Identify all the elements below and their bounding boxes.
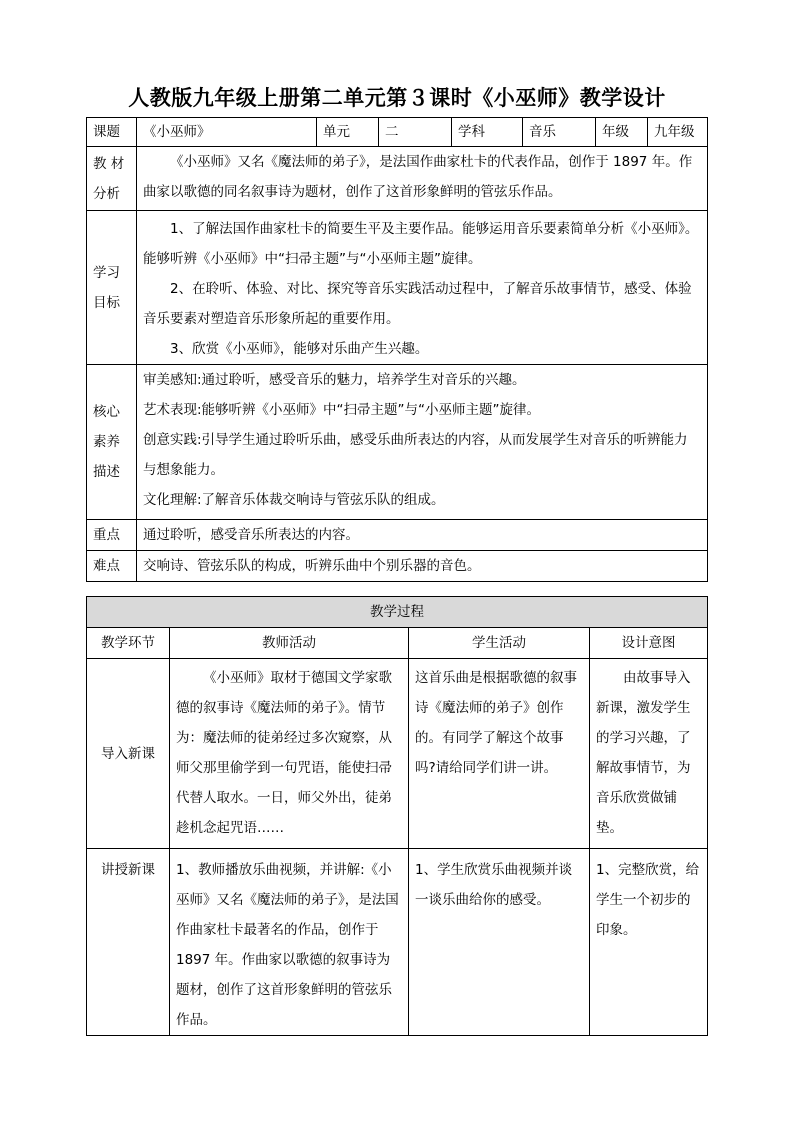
key-point-row — [87, 520, 708, 551]
process-header-row — [87, 628, 708, 659]
analysis-paragraph: 《小巫师》又名《魔法师的弟子》，是法国作曲家杜卡的代表作品，创作于 1897 年。作曲家以歌德的同名叙事诗为题材，创作了这首形象鲜明的管弦乐作品。 — [143, 154, 693, 200]
process-title: 教学过程 — [87, 597, 708, 628]
table-row — [87, 659, 708, 849]
literacy-text — [137, 365, 708, 520]
intent-cell: 由故事导入新课，激发学生的学习兴趣，了解故事情节，为音乐欣赏做铺垫。 — [590, 659, 708, 849]
teacher-cell: 1、教师播放乐曲视频，并讲解:《小巫师》又名《魔法师的弟子》，是法国作曲家杜卡最著名的作品，创作于1897 年。作曲家以歌德的叙事诗为题材，创作了这首形象鲜明的管弦乐作品。 — [170, 849, 409, 1036]
page-title: 人教版九年级上册第二单元第３课时《小巫师》教学设计 — [128, 86, 666, 110]
subject-value: 音乐 — [523, 118, 596, 147]
teacher-cell: 《小巫师》取材于德国文学家歌德的叙事诗《魔法师的弟子》。情节为：魔法师的徒弟经过多次窥察，从师父那里偷学到一句咒语，能使扫帚代替人取水。一日，师父外出，徒弟趁机念起咒语…… — [170, 659, 409, 849]
literacy-item-2: 艺术表现:能够听辨《小巫师》中“扫帚主题”与“小巫师主题”旋律。 — [143, 402, 541, 418]
col-intent: 设计意图 — [590, 628, 708, 659]
difficulty-label: 难点 — [87, 551, 137, 582]
difficulty-text: 交响诗、管弦乐队的构成，听辨乐曲中个别乐器的音色。 — [137, 551, 708, 582]
overview-table — [86, 117, 708, 582]
literacy-label — [87, 365, 137, 520]
process-title-row — [87, 597, 708, 628]
goals-label-2: 目标 — [93, 294, 120, 311]
analysis-label — [87, 147, 137, 211]
topic-value: 《小巫师》 — [137, 118, 317, 147]
difficulty-row — [87, 551, 708, 582]
analysis-row — [87, 147, 708, 211]
header-row — [87, 118, 708, 147]
subject-label: 学科 — [452, 118, 523, 147]
literacy-item-3: 创意实践:引导学生通过聆听乐曲，感受乐曲所表达的内容，从而发展学生对音乐的听辨能力与想象能力。 — [143, 432, 688, 478]
student-cell: 1、学生欣赏乐曲视频并谈一谈乐曲给你的感受。 — [409, 849, 590, 1036]
stage-cell: 讲授新课 — [87, 849, 170, 1036]
col-stage: 教学环节 — [87, 628, 170, 659]
literacy-item-1: 审美感知:通过聆听，感受音乐的魅力，培养学生对音乐的兴趣。 — [143, 372, 526, 388]
goals-row — [87, 211, 708, 365]
topic-label: 课题 — [87, 118, 137, 147]
unit-label: 单元 — [317, 118, 379, 147]
col-teacher: 教师活动 — [170, 628, 409, 659]
literacy-label-3: 描述 — [93, 464, 120, 480]
literacy-label-1: 核心 — [93, 404, 120, 420]
table-row — [87, 849, 708, 1036]
process-table — [86, 596, 708, 1036]
stage-cell: 导入新课 — [87, 659, 170, 849]
key-point-text: 通过聆听，感受音乐所表达的内容。 — [137, 520, 708, 551]
goals-label — [87, 211, 137, 365]
grade-label: 年级 — [596, 118, 648, 147]
literacy-label-2: 素养 — [93, 434, 120, 450]
goal-item-2: 2、在聆听、体验、对比、探究等音乐实践活动过程中，了解音乐故事情节，感受、体验音乐要素对塑造音乐形象所起的重要作用。 — [143, 281, 692, 327]
goal-item-3: 3、欣赏《小巫师》，能够对乐曲产生兴趣。 — [170, 341, 429, 357]
student-cell: 这首乐曲是根据歌德的叙事诗《魔法师的弟子》创作的。有同学了解这个故事吗?请给同学们讲一讲。 — [409, 659, 590, 849]
analysis-label-2: 分析 — [93, 185, 120, 202]
key-point-label: 重点 — [87, 520, 137, 551]
col-student: 学生活动 — [409, 628, 590, 659]
goals-text — [137, 211, 708, 365]
unit-value: 二 — [379, 118, 452, 147]
goal-item-1: 1、了解法国作曲家杜卡的简要生平及主要作品。能够运用音乐要素简单分析《小巫师》。能够听辨《小巫师》中“扫帚主题”与“小巫师主题”旋律。 — [143, 221, 699, 267]
analysis-text — [137, 147, 708, 211]
grade-value: 九年级 — [648, 118, 708, 147]
analysis-label-1: 教 材 — [93, 155, 125, 172]
literacy-item-4: 文化理解:了解音乐体裁交响诗与管弦乐队的组成。 — [143, 492, 445, 508]
intent-cell: 1、完整欣赏，给学生一个初步的印象。 — [590, 849, 708, 1036]
goals-label-1: 学习 — [93, 264, 120, 281]
literacy-row — [87, 365, 708, 520]
